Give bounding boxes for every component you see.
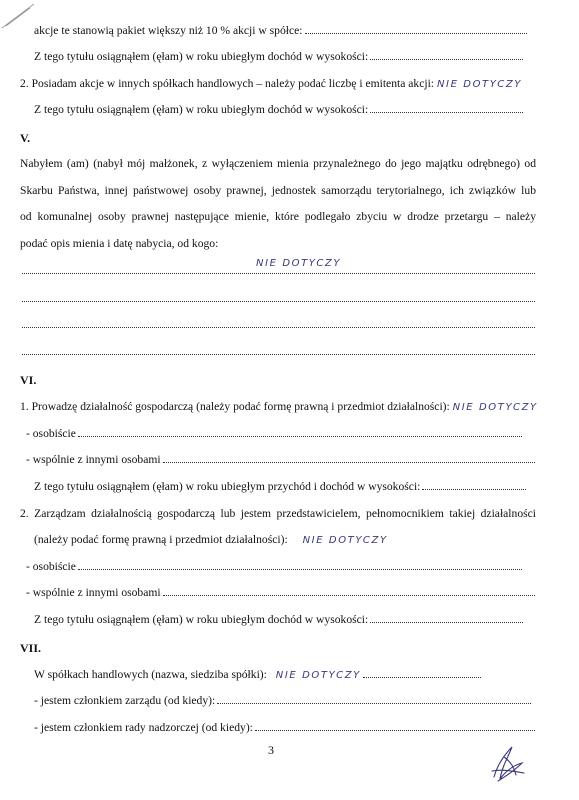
- revenue-income-line: Z tego tytułu osiągnąłem (ęłam) w roku ubiegłym przychód i dochód w wysokości:: [34, 480, 526, 494]
- dotted-fill[interactable]: [370, 110, 523, 113]
- acquisition-field-4[interactable]: [20, 345, 535, 359]
- handwritten-not-applicable: NIE DOTYCZY: [256, 258, 342, 269]
- dotted-fill[interactable]: [422, 487, 526, 490]
- jointly-line-2: - wspólnie z innymi osobami: [26, 586, 535, 600]
- income-line-1: Z tego tytułu osiągnąłem (ęłam) w roku ubiegłym dochód w wysokości:: [34, 50, 523, 64]
- dotted-fill[interactable]: [22, 299, 535, 302]
- personally-line-2: - osobiście: [26, 560, 522, 574]
- dotted-fill[interactable]: [22, 271, 535, 274]
- dotted-fill[interactable]: [22, 352, 535, 355]
- signature-scribble: [488, 743, 528, 787]
- income-line-2: Z tego tytułu osiągnąłem (ęłam) w roku ubiegłym dochód w wysokości:: [34, 103, 523, 117]
- supervisory-board-line: - jestem członkiem rady nadzorczej (od kiedy):: [34, 721, 535, 735]
- dotted-fill[interactable]: [363, 675, 481, 678]
- dotted-fill[interactable]: [163, 593, 535, 596]
- dotted-fill[interactable]: [78, 567, 522, 570]
- section-v-heading: V.: [20, 131, 31, 145]
- section-v-paragraph-line: od komunalnej osoby prawnej następujące mienie, które podlegało zbyciu w drodze przetargu – należy: [20, 210, 536, 223]
- dotted-fill[interactable]: [163, 460, 535, 463]
- acquisition-field-3[interactable]: [20, 318, 535, 332]
- handwritten-not-applicable: NIE DOTYCZY: [452, 402, 538, 413]
- dotted-fill[interactable]: [370, 620, 523, 623]
- acquisition-field-2[interactable]: [20, 292, 535, 306]
- business-activity-line: 1. Prowadzę działalność gospodarczą (należy podać formę prawną i przedmiot działalności): NIE DOTYCZY: [20, 400, 538, 413]
- dotted-fill[interactable]: [370, 57, 523, 60]
- dotted-fill[interactable]: [305, 31, 527, 34]
- handwritten-not-applicable: NIE DOTYCZY: [302, 535, 388, 546]
- commercial-companies-line: W spółkach handlowych (nazwa, siedziba spółki): NIE DOTYCZY: [34, 668, 481, 683]
- board-member-line: - jestem członkiem zarządu (od kiedy):: [34, 694, 531, 708]
- handwritten-not-applicable: NIE DOTYCZY: [275, 670, 361, 681]
- dotted-fill[interactable]: [78, 434, 522, 437]
- dotted-fill[interactable]: [255, 728, 535, 731]
- page-number: 3: [268, 743, 274, 757]
- section-v-paragraph-line: Skarbu Państwa, innej państwowej osoby prawnej, jednostek samorządu terytorialnego, ich związków lub: [20, 184, 536, 197]
- income-line-3: Z tego tytułu osiągnąłem (ęłam) w roku ubiegłym dochód w wysokości:: [34, 613, 523, 627]
- legal-form-line: (należy podać formę prawną i przedmiot działalności): NIE DOTYCZY: [34, 533, 388, 546]
- handwritten-not-applicable: NIE DOTYCZY: [436, 79, 523, 90]
- personally-line: - osobiście: [26, 427, 522, 441]
- dotted-fill[interactable]: [217, 701, 531, 704]
- jointly-line: - wspólnie z innymi osobami: [26, 453, 535, 467]
- section-v-paragraph-line: podać opis mienia i datę nabycia, od kogo:: [20, 237, 219, 250]
- section-vi-heading: VI.: [20, 373, 37, 387]
- section-vii-heading: VII.: [20, 641, 42, 655]
- other-shares-line: 2. Posiadam akcje w innych spółkach handlowych – należy podać liczbę i emitenta akcji: NIE DOTYCZY: [20, 77, 523, 90]
- dotted-fill[interactable]: [22, 325, 535, 328]
- section-v-paragraph-line: Nabyłem (am) (nabył mój małżonek, z wyłączeniem mienia przynależnego do jego majątku odrębnego) od: [20, 157, 536, 170]
- business-management-line: 2. Zarządzam działalnością gospodarczą lub jestem przedstawicielem, pełnomocnikiem takiej działalności: [20, 507, 536, 520]
- shares-packet-line: akcje te stanowią pakiet większy niż 10 % akcji w spółce:: [34, 24, 527, 38]
